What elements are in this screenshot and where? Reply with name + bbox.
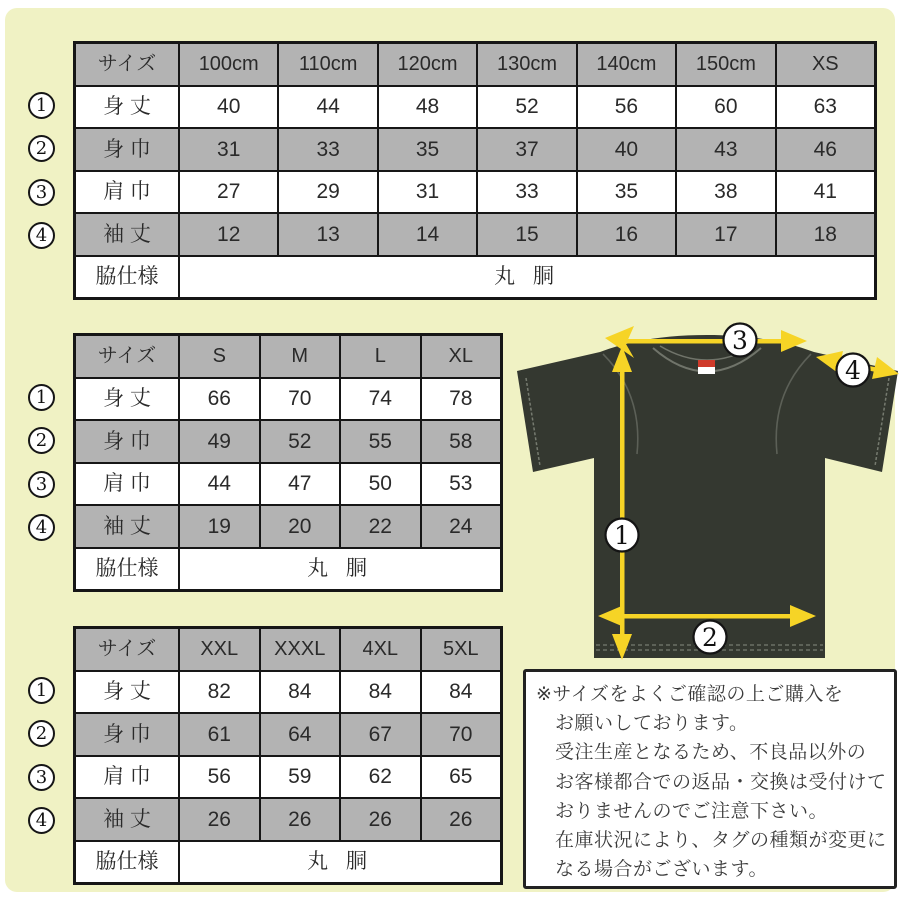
measure-value: 82	[180, 672, 259, 713]
measure-label: 肩 巾	[76, 757, 178, 798]
measure-value: 27	[180, 172, 277, 213]
measure-value: 53	[422, 464, 501, 505]
measure-value: 16	[578, 214, 675, 255]
measure-value: 70	[261, 379, 340, 420]
measure-value: 20	[261, 506, 340, 547]
measure-value: 26	[261, 799, 340, 840]
measure-value: 66	[180, 379, 259, 420]
measure-value: 56	[578, 87, 675, 128]
measure-value: 22	[341, 506, 420, 547]
tshirt-diagram	[510, 320, 900, 668]
measure-label: 身 丈	[76, 87, 178, 128]
measure-value: 33	[478, 172, 575, 213]
measure-value: 38	[677, 172, 774, 213]
side-spec-label: 脇仕様	[76, 257, 178, 298]
measure-value: 65	[422, 757, 501, 798]
measure-value: 67	[341, 714, 420, 755]
measure-value: 52	[261, 421, 340, 462]
circled-number-4: 4	[28, 222, 55, 249]
circled-number-1: 1	[28, 384, 55, 411]
measure-value: 52	[478, 87, 575, 128]
purchase-notice	[523, 669, 897, 889]
marker-4-digit: 4	[845, 356, 861, 385]
size-table-s-xl	[73, 333, 503, 592]
measure-value: 74	[341, 379, 420, 420]
marker-1-digit: 1	[614, 521, 630, 550]
notice-line: 受注生産となるため、不良品以外の	[555, 742, 867, 764]
size-col-header: 4XL	[341, 629, 420, 670]
size-col-header: XL	[422, 336, 501, 377]
measure-value: 84	[341, 672, 420, 713]
measure-value: 40	[578, 129, 675, 170]
measure-value: 17	[677, 214, 774, 255]
measure-value: 13	[279, 214, 376, 255]
marker-sleeve-length	[837, 354, 870, 387]
circled-number-2: 2	[28, 720, 55, 747]
measure-value: 63	[777, 87, 874, 128]
size-col-header: S	[180, 336, 259, 377]
measure-value: 56	[180, 757, 259, 798]
measure-value: 49	[180, 421, 259, 462]
size-col-header: XXXL	[261, 629, 340, 670]
circled-number-1: 1	[28, 92, 55, 119]
notice-line: なる場合がございます。	[555, 859, 768, 881]
marker-body-width	[694, 621, 727, 654]
size-table-xxl-5xl	[73, 626, 503, 885]
measure-value: 84	[422, 672, 501, 713]
circled-number-4: 4	[28, 807, 55, 834]
measure-value: 64	[261, 714, 340, 755]
measure-label: 袖 丈	[76, 799, 178, 840]
measure-value: 18	[777, 214, 874, 255]
notice-line: 在庫状況により、タグの種類が変更に	[555, 830, 887, 852]
size-col-header: XXL	[180, 629, 259, 670]
neck-tag-white	[698, 367, 715, 374]
measure-value: 41	[777, 172, 874, 213]
measure-value: 31	[180, 129, 277, 170]
measure-value: 61	[180, 714, 259, 755]
circled-number-3: 3	[28, 471, 55, 498]
side-spec-value: 丸 胴	[180, 257, 874, 298]
circled-number-3: 3	[28, 764, 55, 791]
marker-shoulder-width	[724, 324, 757, 357]
size-col-header: XS	[777, 44, 874, 85]
circled-number-3: 3	[28, 179, 55, 206]
side-spec-value: 丸 胴	[180, 842, 500, 883]
measure-value: 58	[422, 421, 501, 462]
side-spec-value: 丸 胴	[180, 549, 500, 590]
marker-body-length	[606, 519, 639, 552]
marker-3-digit: 3	[732, 326, 748, 355]
measure-value: 29	[279, 172, 376, 213]
side-spec-label: 脇仕様	[76, 842, 178, 883]
measure-value: 40	[180, 87, 277, 128]
measure-label: 袖 丈	[76, 506, 178, 547]
measure-value: 35	[379, 129, 476, 170]
measure-value: 26	[341, 799, 420, 840]
size-col-header: 110cm	[279, 44, 376, 85]
measure-value: 47	[261, 464, 340, 505]
size-col-header: 120cm	[379, 44, 476, 85]
measure-value: 48	[379, 87, 476, 128]
measure-value: 12	[180, 214, 277, 255]
measure-value: 44	[279, 87, 376, 128]
measure-value: 44	[180, 464, 259, 505]
measure-value: 19	[180, 506, 259, 547]
circled-number-2: 2	[28, 135, 55, 162]
measure-value: 26	[422, 799, 501, 840]
measure-value: 50	[341, 464, 420, 505]
size-chart-panel	[5, 8, 895, 892]
size-col-header: 5XL	[422, 629, 501, 670]
notice-line: お客様都合での返品・交換は受付けて	[555, 771, 887, 793]
measure-label: 身 巾	[76, 129, 178, 170]
measure-label: 身 巾	[76, 421, 178, 462]
circled-number-4: 4	[28, 514, 55, 541]
size-header-label: サイズ	[76, 336, 178, 377]
notice-line: ※サイズをよくご確認の上ご購入を	[536, 684, 844, 705]
measure-value: 35	[578, 172, 675, 213]
size-col-header: M	[261, 336, 340, 377]
measure-value: 15	[478, 214, 575, 255]
measure-label: 身 丈	[76, 379, 178, 420]
measure-value: 43	[677, 129, 774, 170]
tshirt-svg	[510, 320, 900, 668]
measure-value: 46	[777, 129, 874, 170]
measure-label: 肩 巾	[76, 464, 178, 505]
marker-2-digit: 2	[702, 623, 718, 652]
measure-value: 31	[379, 172, 476, 213]
circled-number-1: 1	[28, 677, 55, 704]
size-header-label: サイズ	[76, 44, 178, 85]
size-col-header: 130cm	[478, 44, 575, 85]
neck-tag-red	[698, 360, 715, 367]
measure-value: 84	[261, 672, 340, 713]
side-spec-label: 脇仕様	[76, 549, 178, 590]
circled-number-2: 2	[28, 427, 55, 454]
measure-value: 26	[180, 799, 259, 840]
measure-value: 14	[379, 214, 476, 255]
measure-value: 24	[422, 506, 501, 547]
size-table-kids-xs	[73, 41, 877, 300]
notice-line: おりませんのでご注意下さい。	[555, 800, 829, 822]
measure-value: 70	[422, 714, 501, 755]
measure-label: 身 丈	[76, 672, 178, 713]
measure-value: 55	[341, 421, 420, 462]
measure-value: 60	[677, 87, 774, 128]
measure-label: 身 巾	[76, 714, 178, 755]
size-col-header: 140cm	[578, 44, 675, 85]
size-header-label: サイズ	[76, 629, 178, 670]
measure-value: 78	[422, 379, 501, 420]
measure-value: 62	[341, 757, 420, 798]
notice-line: お願いしております。	[555, 713, 749, 735]
measure-label: 肩 巾	[76, 172, 178, 213]
size-col-header: 150cm	[677, 44, 774, 85]
measure-value: 59	[261, 757, 340, 798]
measure-value: 33	[279, 129, 376, 170]
measure-value: 37	[478, 129, 575, 170]
size-col-header: L	[341, 336, 420, 377]
tshirt-body	[517, 335, 898, 658]
measure-label: 袖 丈	[76, 214, 178, 255]
size-col-header: 100cm	[180, 44, 277, 85]
